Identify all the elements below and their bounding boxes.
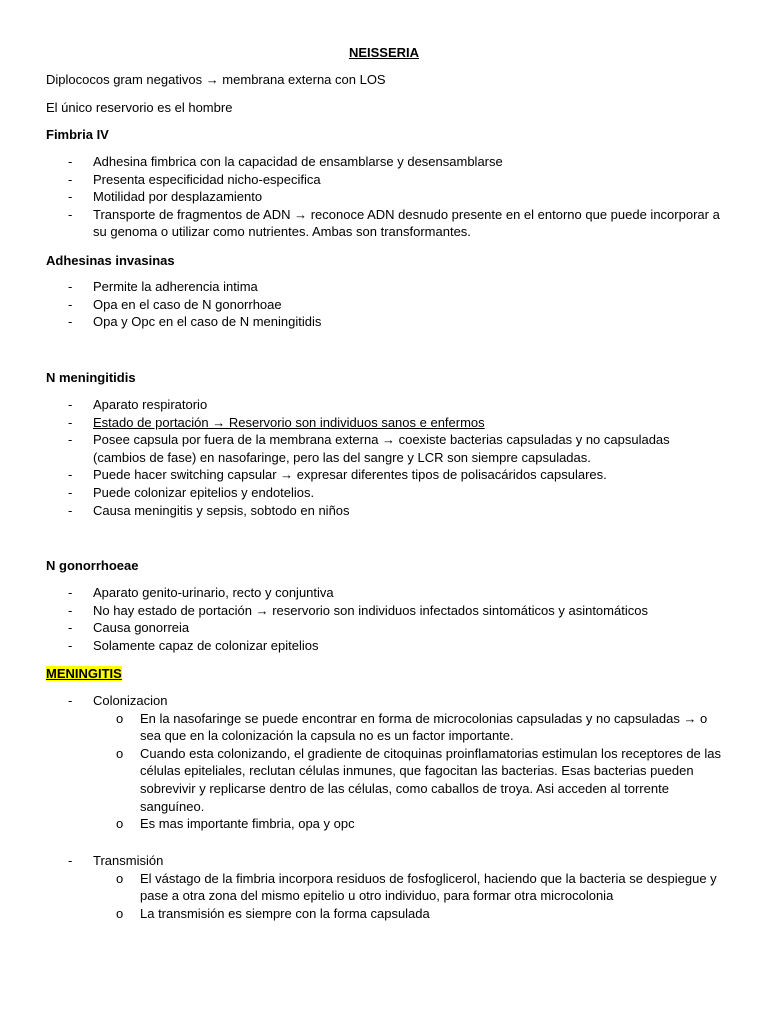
- list-item: [46, 296, 722, 314]
- dash-marker: -: [68, 414, 73, 430]
- list-item: [46, 396, 722, 414]
- dash-marker: -: [68, 171, 73, 187]
- section-heading-fimbria: Fimbria IV: [46, 127, 109, 142]
- highlighted-heading-text: MENINGITIS: [46, 666, 122, 681]
- list-item-text: Aparato genito-urinario, recto y conjuntiva: [93, 585, 334, 600]
- dash-marker: -: [68, 206, 73, 222]
- sublist-item-text: Es mas importante fimbria, opa y opc: [140, 816, 355, 832]
- list-item-text: Posee capsula por fuera de la membrana externa → coexiste bacterias capsuladas y no capsuladas (cambios de fase) en nasofaringe, pero las del sangre y LCR son siempre capsuladas.: [93, 432, 670, 465]
- list-item-text: Estado de portación → Reservorio son individuos sanos e enfermos: [93, 414, 485, 430]
- list-item: [46, 171, 722, 189]
- list-item-text: Permite la adherencia intima: [93, 279, 258, 294]
- sublist-item: [93, 870, 722, 905]
- sublist-item-text: En la nasofaringe se puede encontrar en forma de microcolonias capsuladas y no capsuladas → o sea que en la colonización la capsula no es un factor importante.: [140, 710, 708, 744]
- list-item-text: Puede hacer switching capsular → expresar diferentes tipos de polisacáridos capsulares.: [93, 467, 607, 483]
- adhesinas-list: [46, 278, 722, 331]
- dash-marker: -: [68, 154, 73, 169]
- gonorrhoeae-list: [46, 584, 722, 654]
- list-item: [46, 852, 722, 922]
- dash-marker: -: [68, 397, 73, 412]
- section-heading-gonorrhoeae: N gonorrhoeae: [46, 558, 139, 573]
- dash-marker: -: [68, 279, 73, 294]
- dash-marker: -: [68, 637, 73, 653]
- dash-marker: -: [68, 585, 73, 600]
- sublist-item-text: Cuando esta colonizando, el gradiente de citoquinas proinflamatorias estimulan los receptores de las células epiteliales, reclutan células inmunes, que fagocitan las bacterias. Esas bacterias pueden sobrevivir y replicarse dentro de las células, como caballos de troya. Asi acceden al torrente sanguíneo.: [140, 745, 722, 814]
- dash-marker: -: [68, 432, 73, 448]
- list-item: [46, 637, 722, 655]
- intro-line-2: El único reservorio es el hombre: [46, 100, 233, 115]
- list-item: [46, 692, 722, 833]
- list-item-text: Transporte de fragmentos de ADN → reconoce ADN desnudo presente en el entorno que puede incorporar a su genoma o utilizar como nutrientes. Ambas son transformantes.: [93, 206, 720, 240]
- sublist-item-text: La transmisión es siempre con la forma capsulada: [140, 905, 430, 921]
- section-heading-meningitis: [46, 665, 122, 682]
- circle-marker: o: [116, 710, 124, 726]
- dash-marker: -: [68, 602, 73, 618]
- list-item-text: Causa gonorreia: [93, 620, 190, 636]
- list-item: [46, 188, 722, 206]
- sublist-item: [93, 815, 722, 833]
- sublist-item: [93, 710, 722, 745]
- list-item: [46, 414, 722, 432]
- list-item: [46, 484, 722, 502]
- list-item: [46, 431, 722, 466]
- meningitis-transmision-list: [46, 852, 722, 922]
- list-item-text: Motilidad por desplazamiento: [93, 189, 263, 205]
- list-item: [46, 206, 722, 241]
- dash-marker: -: [68, 296, 73, 312]
- list-item-text: Puede colonizar epitelios y endotelios.: [93, 484, 315, 500]
- list-item-text: Transmisión: [93, 853, 164, 868]
- list-item: [46, 313, 722, 331]
- list-item: [46, 153, 722, 171]
- list-item: [46, 619, 722, 637]
- list-item-text: No hay estado de portación → reservorio son individuos infectados sintomáticos y asintomáticos: [93, 602, 648, 618]
- list-item-text: Aparato respiratorio: [93, 397, 208, 412]
- dash-marker: -: [68, 484, 73, 500]
- list-item: [46, 584, 722, 602]
- list-item-text: Causa meningitis y sepsis, sobtodo en niños: [93, 502, 350, 518]
- circle-marker: o: [116, 816, 124, 832]
- section-heading-adhesinas: Adhesinas invasinas: [46, 253, 175, 268]
- list-item-text: Solamente capaz de colonizar epitelios: [93, 637, 319, 653]
- list-item-text: Adhesina fimbrica con la capacidad de ensamblarse y desensamblarse: [93, 154, 503, 169]
- list-item: [46, 502, 722, 520]
- circle-marker: o: [116, 905, 124, 921]
- meningitidis-list: [46, 396, 722, 519]
- list-item-text: Colonizacion: [93, 693, 168, 708]
- list-item-text: Presenta especificidad nicho-especifica: [93, 171, 321, 187]
- document-title: NEISSERIA: [348, 45, 420, 60]
- dash-marker: -: [68, 189, 73, 205]
- circle-marker: o: [116, 870, 124, 886]
- dash-marker: -: [68, 502, 73, 518]
- intro-line-1: Diplococos gram negativos → membrana externa con LOS: [46, 72, 386, 87]
- fimbria-list: [46, 153, 722, 241]
- list-item: [46, 466, 722, 484]
- sublist-item-text: El vástago de la fimbria incorpora residuos de fosfoglicerol, haciendo que la bacteria se despiegue y pase a otra zona del mismo epitelio u otro individuo, para formar otra microcolonia: [140, 870, 717, 904]
- list-item-text: Opa en el caso de N gonorrhoae: [93, 296, 282, 312]
- list-item: [46, 602, 722, 620]
- dash-marker: -: [68, 693, 73, 708]
- dash-marker: -: [68, 467, 73, 483]
- dash-marker: -: [68, 620, 73, 636]
- meningitis-colonizacion-list: [46, 692, 722, 833]
- colonizacion-sublist: [93, 710, 722, 833]
- list-item: [46, 278, 722, 296]
- dash-marker: -: [68, 314, 73, 330]
- circle-marker: o: [116, 745, 124, 761]
- transmision-sublist: [93, 870, 722, 923]
- sublist-item: [93, 905, 722, 923]
- sublist-item: [93, 745, 722, 815]
- section-heading-meningitidis: N meningitidis: [46, 370, 136, 385]
- dash-marker: -: [68, 853, 73, 868]
- list-item-text: Opa y Opc en el caso de N meningitidis: [93, 314, 322, 330]
